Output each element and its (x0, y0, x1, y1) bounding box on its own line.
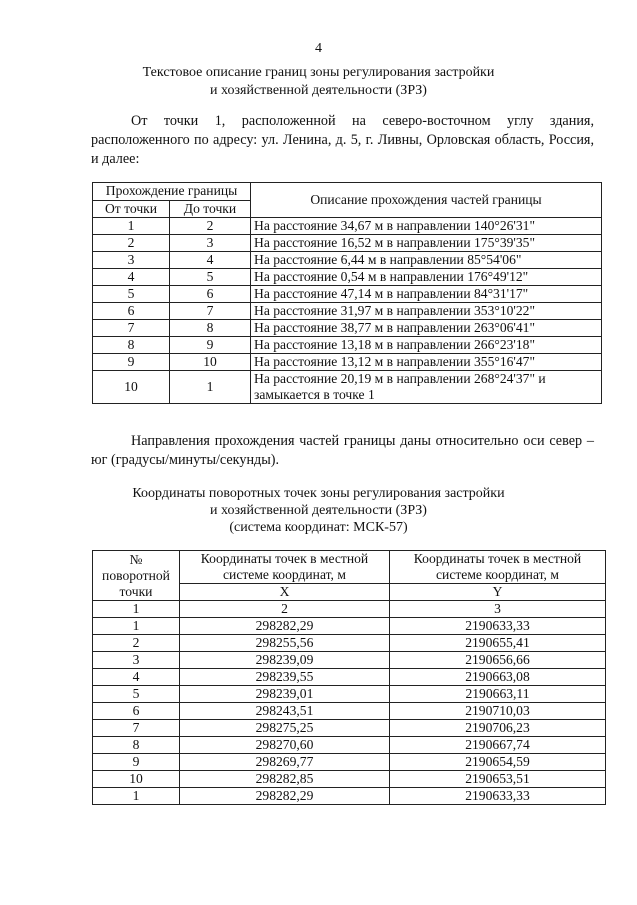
x-cell: 298282,29 (180, 618, 390, 635)
point-number-cell: 5 (93, 686, 180, 703)
from-cell: 4 (93, 269, 170, 286)
table-row (93, 303, 602, 320)
x-cell: 298239,09 (180, 652, 390, 669)
y-cell: 2190710,03 (390, 703, 606, 720)
heading-line: Текстовое описание границ зоны регулирования застройки (142, 65, 495, 80)
to-cell: 9 (170, 337, 251, 354)
point-number-cell: 9 (93, 754, 180, 771)
header-coord-x: Координаты точек в местной системе координат, м (180, 551, 390, 584)
intro-paragraph: От точки 1, расположенной на северо-восточном углу здания, расположенного по адресу: ул. Ленина, д. 5, г. Ливны, Орловская область, Россия, и далее: (91, 113, 594, 167)
heading-line: и хозяйственной деятельности (ЗРЗ) (210, 503, 427, 518)
table-row (93, 788, 606, 805)
desc-cell: На расстояние 47,14 м в направлении 84°31'17" (251, 286, 602, 303)
table-row (93, 354, 602, 371)
desc-cell: На расстояние 20,19 м в направлении 268°24'37" и замыкается в точке 1 (251, 371, 602, 404)
header-from-point: От точки (93, 200, 170, 218)
table-row (93, 218, 602, 235)
x-cell: 298275,25 (180, 720, 390, 737)
axis-y-label: Y (390, 584, 606, 601)
y-cell: 2190653,51 (390, 771, 606, 788)
header-point-number: № поворотной точки (93, 551, 180, 601)
point-number-cell: 7 (93, 720, 180, 737)
from-cell: 3 (93, 252, 170, 269)
to-cell: 7 (170, 303, 251, 320)
x-cell: 298269,77 (180, 754, 390, 771)
header-coord-y: Координаты точек в местной системе координат, м (390, 551, 606, 584)
heading-line: (система координат: МСК-57) (229, 520, 408, 535)
y-cell: 2190663,08 (390, 669, 606, 686)
point-number-cell: 8 (93, 737, 180, 754)
table-row (93, 235, 602, 252)
table-row (93, 635, 606, 652)
desc-cell: На расстояние 31,97 м в направлении 353°10'22" (251, 303, 602, 320)
y-cell: 2190654,59 (390, 754, 606, 771)
y-cell: 2190663,11 (390, 686, 606, 703)
to-cell: 6 (170, 286, 251, 303)
desc-cell: На расстояние 13,12 м в направлении 355°16'47" (251, 354, 602, 371)
from-cell: 8 (93, 337, 170, 354)
heading-boundary-description (0, 64, 637, 100)
from-cell: 1 (93, 218, 170, 235)
desc-cell: На расстояние 13,18 м в направлении 266°23'18" (251, 337, 602, 354)
x-cell: 298270,60 (180, 737, 390, 754)
header-to-point: До точки (170, 200, 251, 218)
table-row (93, 771, 606, 788)
point-number-cell: 1 (93, 788, 180, 805)
y-cell: 2190656,66 (390, 652, 606, 669)
from-cell: 5 (93, 286, 170, 303)
x-cell: 298239,01 (180, 686, 390, 703)
point-number-cell: 3 (93, 652, 180, 669)
to-cell: 5 (170, 269, 251, 286)
from-cell: 6 (93, 303, 170, 320)
x-cell: 298239,55 (180, 669, 390, 686)
table-row (93, 320, 602, 337)
x-cell: 298282,29 (180, 788, 390, 805)
from-cell: 2 (93, 235, 170, 252)
point-number-cell: 4 (93, 669, 180, 686)
y-cell: 2190655,41 (390, 635, 606, 652)
y-cell: 2190633,33 (390, 788, 606, 805)
y-cell: 2190667,74 (390, 737, 606, 754)
column-index: 1 (93, 601, 180, 618)
heading-coordinates (0, 485, 637, 536)
desc-cell: На расстояние 0,54 м в направлении 176°49'12" (251, 269, 602, 286)
table-header-row (93, 183, 602, 201)
to-cell: 10 (170, 354, 251, 371)
header-description: Описание прохождения частей границы (251, 183, 602, 218)
table-row (93, 371, 602, 404)
point-number-cell: 10 (93, 771, 180, 788)
table-row (93, 720, 606, 737)
table-row (93, 286, 602, 303)
desc-cell: На расстояние 34,67 м в направлении 140°26'31" (251, 218, 602, 235)
column-index: 2 (180, 601, 390, 618)
desc-cell: На расстояние 6,44 м в направлении 85°54'06" (251, 252, 602, 269)
x-cell: 298243,51 (180, 703, 390, 720)
to-cell: 3 (170, 235, 251, 252)
heading-line: Координаты поворотных точек зоны регулирования застройки (132, 486, 505, 501)
from-cell: 10 (93, 371, 170, 404)
heading-line: и хозяйственной деятельности (ЗРЗ) (210, 83, 427, 98)
axis-x-label: X (180, 584, 390, 601)
direction-note-paragraph: Направления прохождения частей границы даны относительно оси север – юг (градусы/минуты/секунды). (91, 433, 594, 468)
table-row (93, 686, 606, 703)
to-cell: 2 (170, 218, 251, 235)
to-cell: 4 (170, 252, 251, 269)
table-row (93, 703, 606, 720)
point-number-cell: 2 (93, 635, 180, 652)
table-row (93, 754, 606, 771)
page-number: 4 (315, 41, 322, 56)
point-number-cell: 1 (93, 618, 180, 635)
column-index-row (93, 601, 606, 618)
point-number-cell: 6 (93, 703, 180, 720)
x-cell: 298282,85 (180, 771, 390, 788)
table-row (93, 252, 602, 269)
from-cell: 7 (93, 320, 170, 337)
desc-cell: На расстояние 16,52 м в направлении 175°39'35" (251, 235, 602, 252)
to-cell: 1 (170, 371, 251, 404)
table-row (93, 652, 606, 669)
table-row (93, 269, 602, 286)
to-cell: 8 (170, 320, 251, 337)
desc-cell: На расстояние 38,77 м в направлении 263°06'41" (251, 320, 602, 337)
table-row (93, 669, 606, 686)
header-boundary-passage: Прохождение границы (93, 183, 251, 201)
y-cell: 2190633,33 (390, 618, 606, 635)
table-row (93, 618, 606, 635)
table-row (93, 737, 606, 754)
column-index: 3 (390, 601, 606, 618)
x-cell: 298255,56 (180, 635, 390, 652)
coordinates-table (92, 550, 606, 805)
y-cell: 2190706,23 (390, 720, 606, 737)
from-cell: 9 (93, 354, 170, 371)
table-header-row (93, 551, 606, 584)
table-row (93, 337, 602, 354)
boundary-table (92, 182, 602, 404)
